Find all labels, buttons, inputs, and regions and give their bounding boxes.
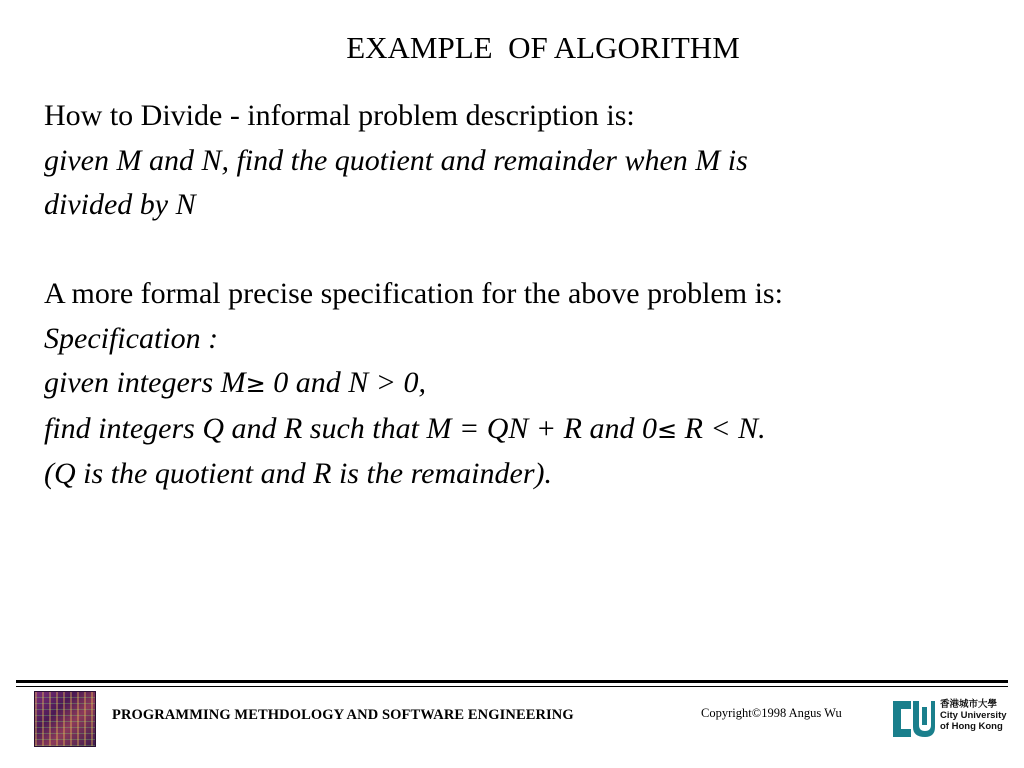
formal-intro-line: A more formal precise specification for the above problem is: bbox=[44, 277, 783, 310]
given-text-b: 0 and N > 0, bbox=[265, 366, 426, 399]
specification-find-line bbox=[44, 407, 1004, 453]
cityu-emblem-icon bbox=[889, 695, 937, 743]
given-text-a: given integers M bbox=[44, 366, 246, 399]
university-name bbox=[940, 699, 1007, 732]
circuit-chip-image bbox=[34, 691, 96, 747]
greater-equal-symbol: ≥ bbox=[245, 370, 266, 398]
slide-body bbox=[44, 94, 1004, 497]
university-logo bbox=[889, 695, 1009, 743]
specification-note-line: (Q is the quotient and R is the remainder). bbox=[44, 457, 552, 490]
informal-description-line-2: divided by N bbox=[44, 188, 196, 221]
copyright-notice: Copyright©1998 Angus Wu bbox=[701, 706, 842, 720]
footer-divider-thick bbox=[16, 680, 1008, 683]
specification-label: Specification : bbox=[44, 321, 219, 355]
footer-divider-thin bbox=[16, 686, 1008, 687]
find-text-a: find integers Q and R such that M = QN + R and 0 bbox=[44, 411, 657, 445]
course-title: PROGRAMMING METHDOLOGY AND SOFTWARE ENGINEERING bbox=[112, 707, 574, 723]
university-name-line-2: of Hong Kong bbox=[940, 721, 1003, 732]
university-name-line-1: City University bbox=[940, 710, 1007, 721]
specification-given-line bbox=[44, 361, 1004, 407]
informal-description-line-1: given M and N, find the quotient and remainder when M is bbox=[44, 143, 748, 177]
less-equal-symbol: ≤ bbox=[656, 415, 678, 444]
intro-line: How to Divide - informal problem description is: bbox=[44, 99, 635, 132]
slide-title: EXAMPLE OF ALGORITHM bbox=[346, 30, 740, 65]
university-chinese-name: 香港城市大學 bbox=[940, 699, 998, 710]
blank-line bbox=[44, 228, 1004, 273]
find-text-b: R < N. bbox=[677, 411, 766, 445]
